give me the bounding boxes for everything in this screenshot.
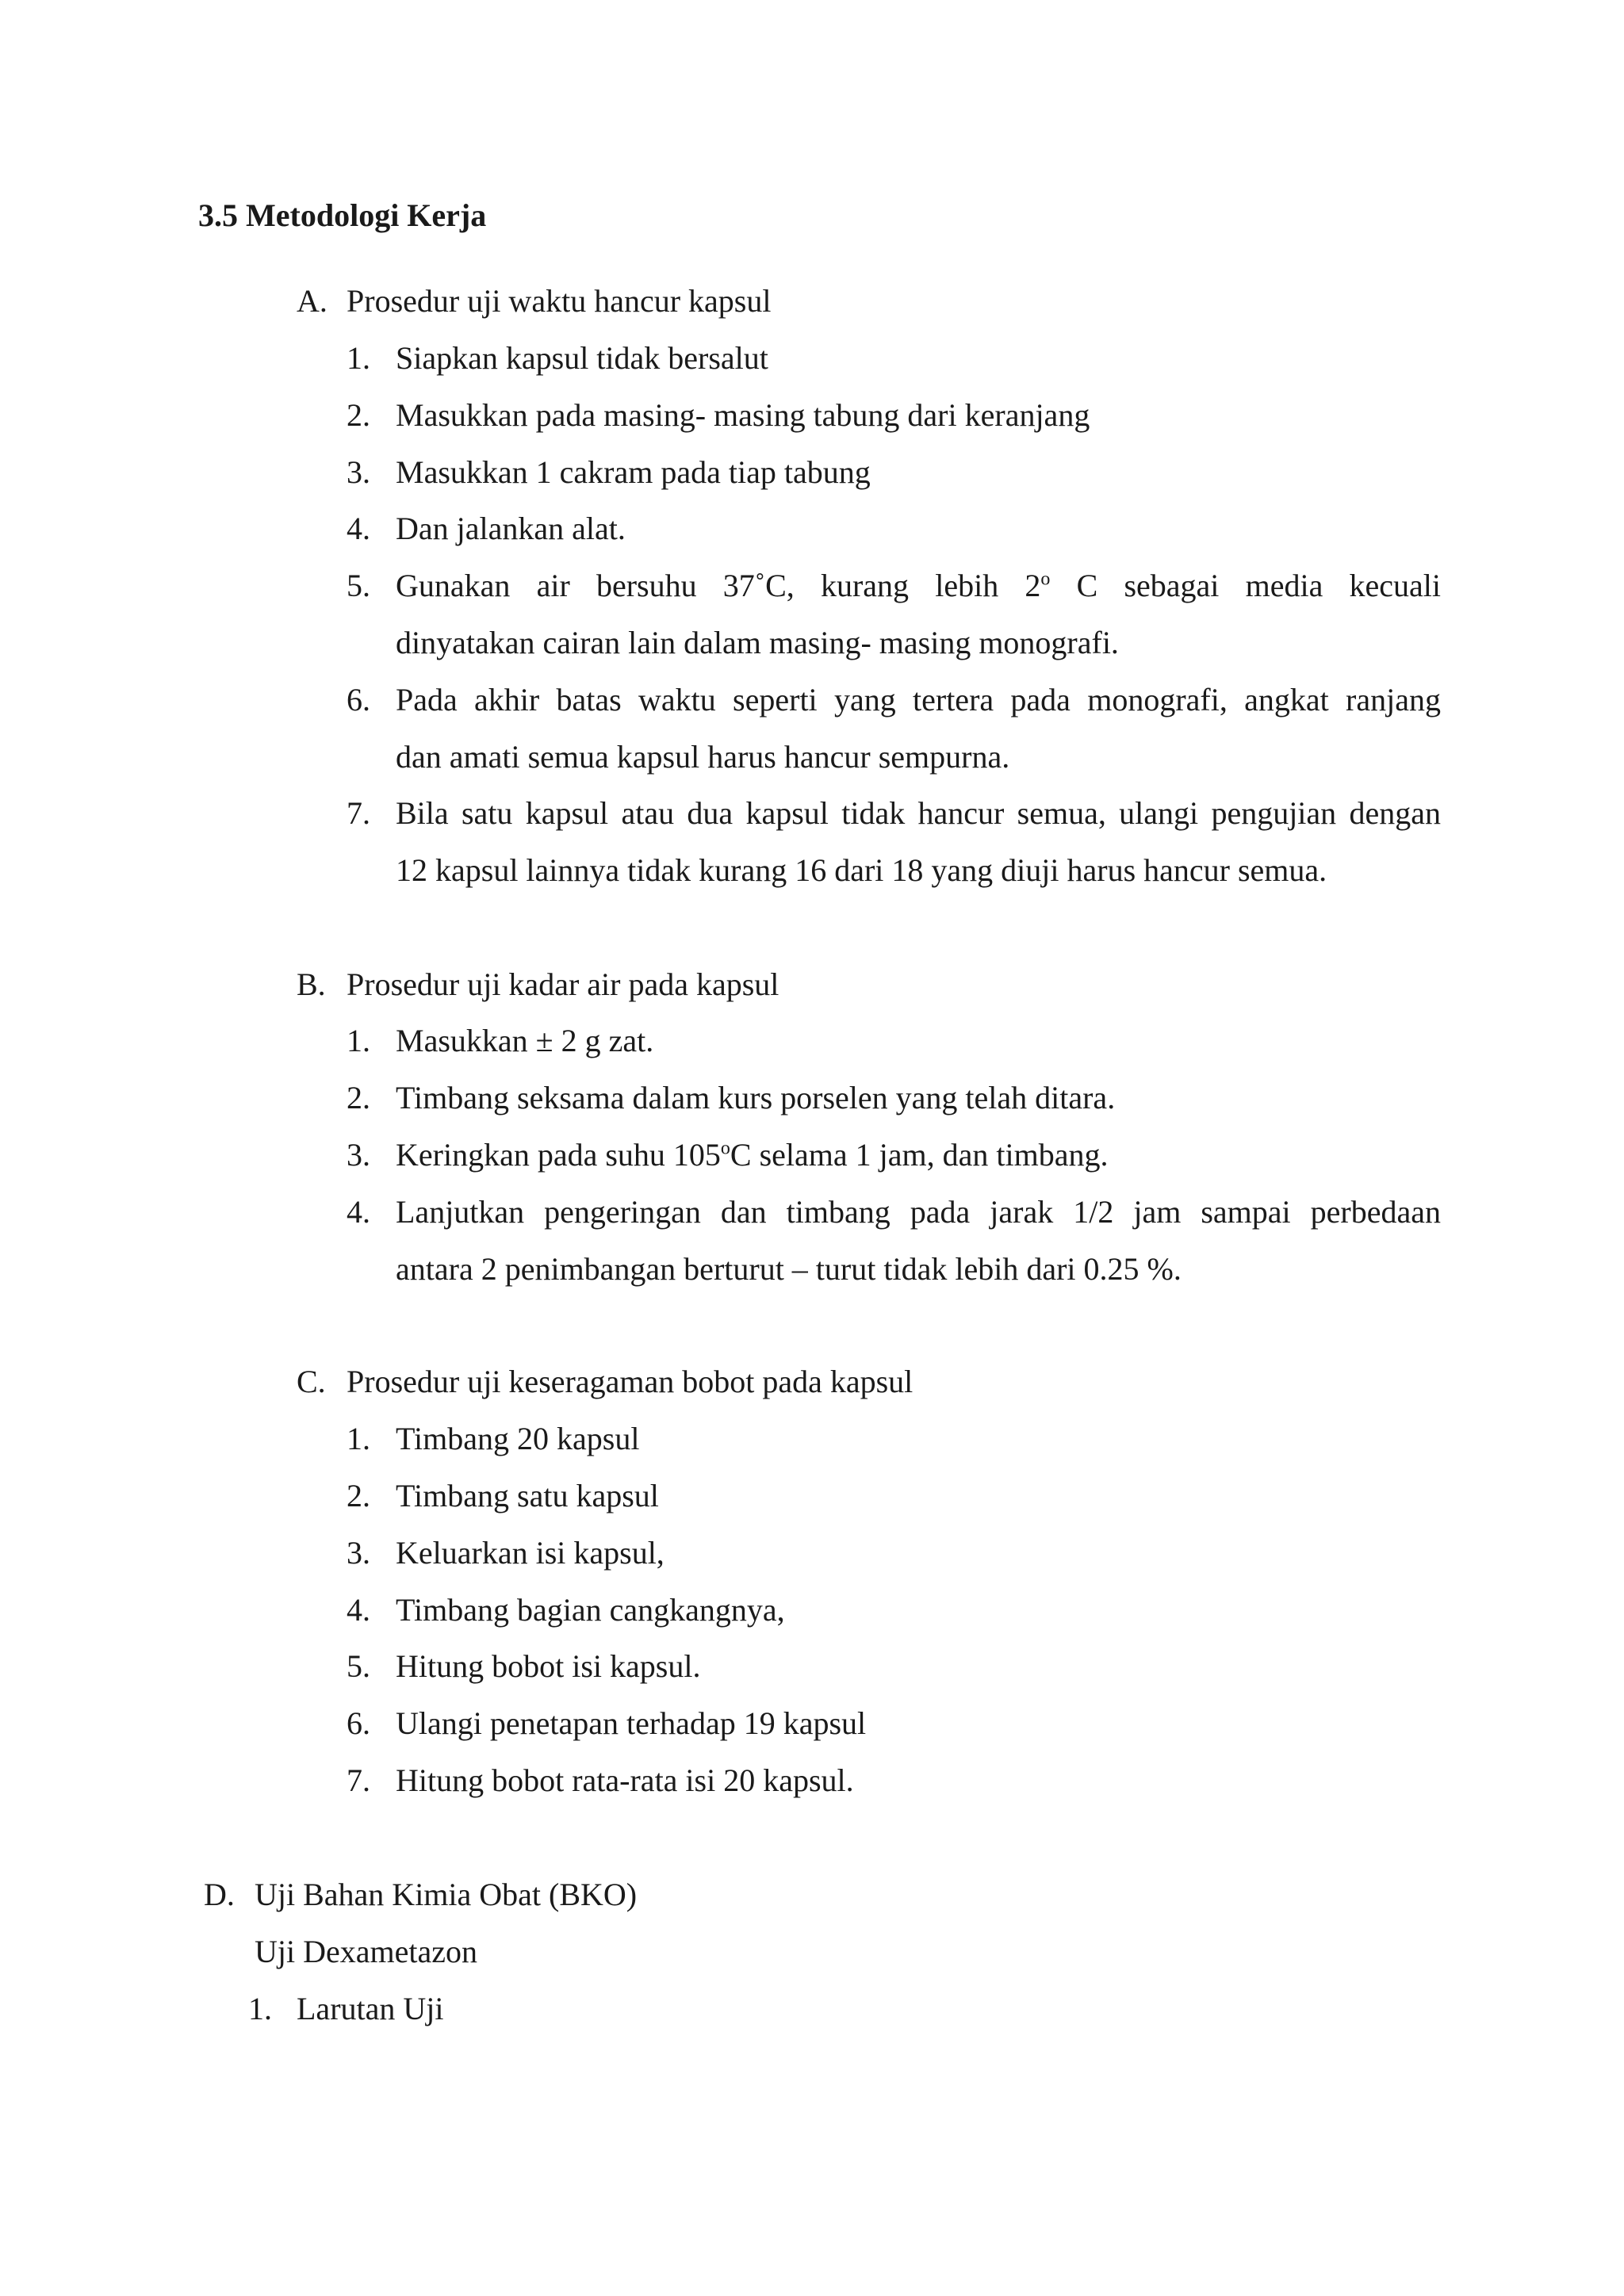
c-item-6-number: 6. (347, 1705, 370, 1741)
section-c-title: Prosedur uji keseragaman bobot pada kapsul (347, 1364, 914, 1399)
a-item-7-number: 7. (347, 795, 370, 831)
c-item-4-text: Timbang bagian cangkangnya, (396, 1592, 785, 1628)
a-item-1-number: 1. (347, 340, 370, 376)
c-item-1-number: 1. (347, 1421, 370, 1456)
a-item-2-text: Masukkan pada masing- masing tabung dari keranjang (396, 397, 1090, 433)
c-item-5-text: Hitung bobot isi kapsul. (396, 1648, 701, 1684)
a-item-6-line-2: dan amati semua kapsul harus hancur sempurna. (396, 739, 1010, 775)
section-a-marker: A. (297, 283, 327, 319)
b-item-4-line-1: Lanjutkan pengeringan dan timbang pada jarak 1/2 jam sampai perbedaan (396, 1194, 1441, 1230)
c-item-7-text: Hitung bobot rata-rata isi 20 kapsul. (396, 1762, 854, 1798)
a-item-3-text: Masukkan 1 cakram pada tiap tabung (396, 454, 871, 490)
a-item-1-text: Siapkan kapsul tidak bersalut (396, 340, 768, 376)
b-item-2-text: Timbang seksama dalam kurs porselen yang telah ditara. (396, 1080, 1116, 1115)
a-item-4-number: 4. (347, 511, 370, 546)
c-item-2-text: Timbang satu kapsul (396, 1478, 659, 1513)
b-item-2-number: 2. (347, 1080, 370, 1115)
c-item-5-number: 5. (347, 1648, 370, 1684)
a-item-6-line-1: Pada akhir batas waktu seperti yang tertera pada monografi, angkat ranjang (396, 682, 1441, 718)
b-item-4-line-2: antara 2 penimbangan berturut – turut tidak lebih dari 0.25 %. (396, 1251, 1182, 1287)
a-item-7-line-1: Bila satu kapsul atau dua kapsul tidak hancur semua, ulangi pengujian dengan (396, 795, 1441, 831)
a-item-2-number: 2. (347, 397, 370, 433)
section-a-title: Prosedur uji waktu hancur kapsul (347, 283, 772, 319)
a-item-3-number: 3. (347, 454, 370, 490)
section-d-title: Uji Bahan Kimia Obat (BKO) (255, 1877, 638, 1912)
a-item-6-number: 6. (347, 682, 370, 718)
a-item-4-text: Dan jalankan alat. (396, 511, 626, 546)
section-title: 3.5 Metodologi Kerja (198, 197, 487, 233)
a-item-7-line-2: 12 kapsul lainnya tidak kurang 16 dari 18 yang diuji harus hancur semua. (396, 852, 1327, 888)
b-item-1-text: Masukkan ± 2 g zat. (396, 1023, 654, 1058)
a-item-5-line-1: Gunakan air bersuhu 37˚C, kurang lebih 2$^o$ C sebagai media kecuali (396, 568, 1441, 603)
d-item-1-text: Larutan Uji (297, 1991, 444, 2026)
b-item-1-number: 1. (347, 1023, 370, 1058)
section-b-marker: B. (297, 966, 326, 1002)
c-item-3-text: Keluarkan isi kapsul, (396, 1535, 665, 1571)
section-b-title: Prosedur uji kadar air pada kapsul (347, 966, 779, 1002)
section-c-marker: C. (297, 1364, 326, 1399)
b-item-4-number: 4. (347, 1194, 370, 1230)
b-item-3-text: Keringkan pada suhu 105$^o$C selama 1 jam, dan timbang. (396, 1137, 1109, 1173)
c-item-1-text: Timbang 20 kapsul (396, 1421, 640, 1456)
c-item-4-number: 4. (347, 1592, 370, 1628)
section-d-subtitle: Uji Dexametazon (255, 1934, 477, 1969)
section-d-marker: D. (204, 1877, 235, 1912)
d-item-1-number: 1. (248, 1991, 272, 2026)
c-item-3-number: 3. (347, 1535, 370, 1571)
a-item-5-number: 5. (347, 568, 370, 603)
c-item-2-number: 2. (347, 1478, 370, 1513)
a-item-5-line-2: dinyatakan cairan lain dalam masing- masing monografi. (396, 625, 1119, 660)
b-item-3-number: 3. (347, 1137, 370, 1173)
c-item-6-text: Ulangi penetapan terhadap 19 kapsul (396, 1705, 867, 1741)
c-item-7-number: 7. (347, 1762, 370, 1798)
